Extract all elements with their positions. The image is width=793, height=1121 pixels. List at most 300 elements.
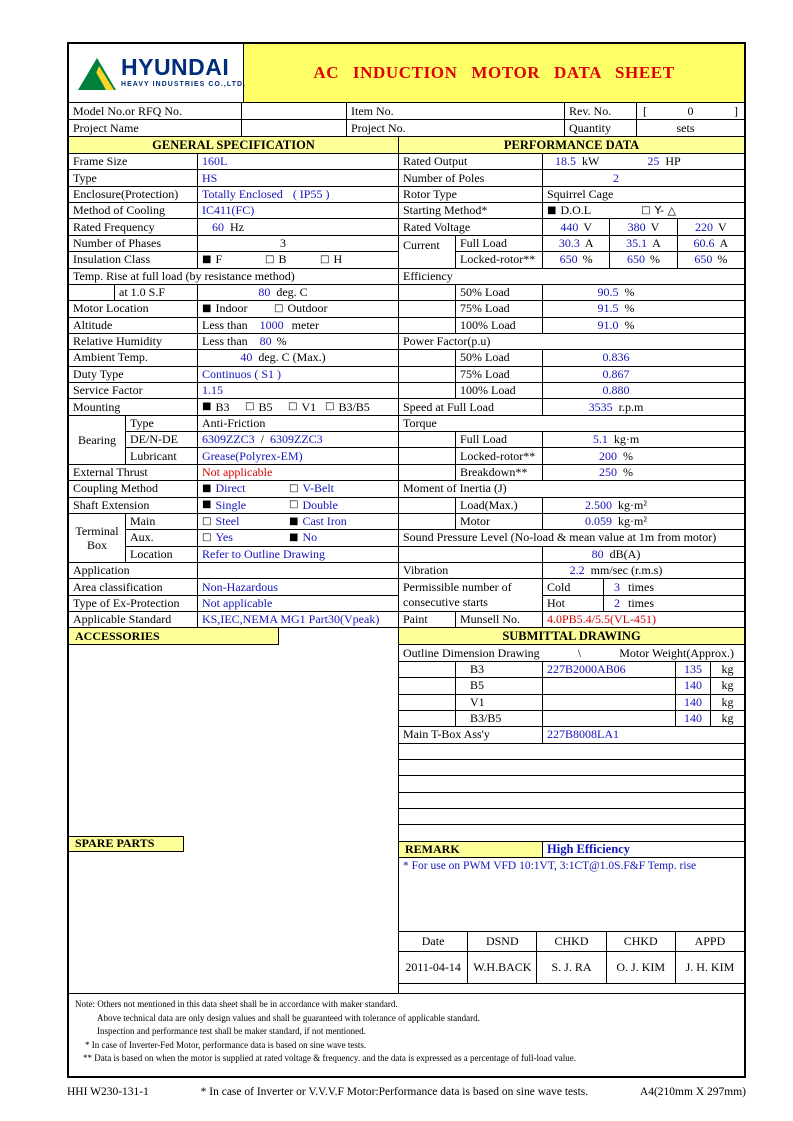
phases-row xyxy=(69,236,398,252)
drawing-b5-weight-unit: kg xyxy=(721,678,734,693)
motor-weight-label: Motor Weight(Approx.) xyxy=(619,645,734,660)
inertia-label: Moment of Inertia (J) xyxy=(403,481,507,496)
power-factor-indent xyxy=(399,367,456,382)
sound-pressure-label: Sound Pressure Level (No-load & mean value at 1m from motor) xyxy=(403,530,717,545)
approval-dsnd: W.H.BACK xyxy=(467,952,536,983)
power-factor-50-value: 0.836 xyxy=(602,350,630,365)
approval-appd: J. H. KIM xyxy=(675,952,744,983)
star-delta-label: Y- △ xyxy=(654,204,676,218)
type-row xyxy=(69,170,398,186)
ex-protection-label: Type of Ex-Protection xyxy=(69,596,198,611)
info-row-2 xyxy=(69,120,744,137)
bearing-de-separator: / xyxy=(260,432,265,447)
torque-locked-rotor-row xyxy=(399,448,744,464)
footnote-5: ** Data is based on when the motor is supplied at rated voltage & frequency. and the data is expressed as a percentage of full-load value. xyxy=(83,1053,576,1063)
type-value: HS xyxy=(202,170,218,185)
footnotes-section xyxy=(69,993,744,1076)
drawing-b3-label: B3 xyxy=(456,662,543,677)
drawing-v1-row xyxy=(399,695,744,711)
checkbox-checked-icon: ■ xyxy=(547,204,557,216)
remark-header: REMARK xyxy=(399,842,543,857)
approval-chkd2: O. J. KIM xyxy=(606,952,675,983)
coupling-vbelt-option xyxy=(289,481,334,496)
altitude-row xyxy=(69,318,398,334)
efficiency-100-row xyxy=(399,318,744,334)
locked-rotor-380-cell xyxy=(609,252,676,267)
speed-unit: r.p.m xyxy=(618,399,644,414)
torque-breakdown-unit: % xyxy=(623,465,633,479)
accessories-blank-area xyxy=(69,645,398,836)
efficiency-75-row xyxy=(399,301,744,317)
motor-data-sheet xyxy=(67,42,746,1078)
speed-label: Speed at Full Load xyxy=(399,399,543,414)
duty-type-row xyxy=(69,367,398,383)
checkbox-checked-icon: ■ xyxy=(202,499,212,511)
locked-rotor-440-unit: % xyxy=(582,252,593,267)
rev-no-value xyxy=(637,103,744,119)
general-specification-header: GENERAL SPECIFICATION xyxy=(69,137,398,154)
service-factor-label: Service Factor xyxy=(69,383,198,398)
remark-row xyxy=(399,842,744,858)
checkbox-unchecked-icon: □ xyxy=(641,204,651,216)
insulation-class-row xyxy=(69,252,398,268)
outdoor-option xyxy=(274,301,327,316)
power-factor-indent xyxy=(399,383,456,398)
current-label: Current xyxy=(399,236,456,268)
sheet-header xyxy=(69,44,744,103)
power-factor-100-value: 0.880 xyxy=(602,383,630,398)
main-tbox-value: 227B8008LA1 xyxy=(547,727,619,742)
efficiency-indent xyxy=(399,301,456,316)
checkbox-checked-icon: ■ xyxy=(202,401,212,413)
enclosure-ip: ( IP55 ) xyxy=(292,186,330,201)
munsell-value: 4.0PB5.4/5.5(VL-451) xyxy=(547,612,656,627)
mounting-b3b5-label: B3/B5 xyxy=(338,399,370,414)
consecutive-starts-label xyxy=(399,579,543,611)
voltage-440: 440 xyxy=(560,219,579,234)
power-factor-50-row xyxy=(399,350,744,366)
main-tbox-row xyxy=(399,727,744,743)
torque-breakdown-value xyxy=(543,465,744,480)
mounting-b5-option xyxy=(245,400,288,415)
ambient-temp-row xyxy=(69,350,398,366)
torque-full-load-number: 5.1 xyxy=(592,432,608,447)
current-440-unit: A xyxy=(584,235,594,250)
accessories-header: ACCESSORIES xyxy=(69,628,279,644)
coupling-method-label: Coupling Method xyxy=(69,481,198,496)
voltage-440-cell xyxy=(543,219,609,234)
ambient-temp-number: 40 xyxy=(240,350,253,365)
bearing-type-value: Anti-Friction xyxy=(202,415,266,430)
torque-breakdown-number: 250 xyxy=(599,465,617,479)
inertia-load-row xyxy=(399,498,744,514)
service-factor-value: 1.15 xyxy=(202,383,223,398)
locked-rotor-380: 650 xyxy=(626,252,645,267)
insulation-class-label: Insulation Class xyxy=(69,252,198,267)
coupling-options xyxy=(198,481,398,496)
hyundai-triangle-icon xyxy=(77,57,117,91)
hot-unit: times xyxy=(628,595,654,610)
pwm-note: * For use on PWM VFD 10:1VT, 3:1CT@1.0S.F&F Temp. rise xyxy=(403,860,697,873)
efficiency-label: Efficiency xyxy=(403,268,453,283)
indoor-label: Indoor xyxy=(215,301,248,316)
empty-row xyxy=(399,809,744,825)
humidity-value xyxy=(198,334,398,349)
rated-output-value xyxy=(543,154,744,169)
bearing-lubricant-label: Lubricant xyxy=(126,448,198,463)
application-value xyxy=(198,563,398,578)
locked-rotor-440-cell xyxy=(543,252,609,267)
rated-output-label: Rated Output xyxy=(399,154,543,169)
hot-label: Hot xyxy=(543,596,604,611)
main-tbox-label: Main T-Box Ass'y xyxy=(399,727,543,742)
drawing-b3b5-number xyxy=(543,711,676,726)
approval-value-row xyxy=(399,952,744,983)
approval-table xyxy=(399,931,744,984)
shaft-single-option xyxy=(202,498,289,513)
consecutive-starts-line2: consecutive starts xyxy=(403,595,488,610)
motor-location-label: Motor Location xyxy=(69,301,198,316)
efficiency-indent xyxy=(399,285,456,300)
voltage-440-unit: V xyxy=(583,219,592,234)
phases-value: 3 xyxy=(280,235,286,250)
poles-label: Number of Poles xyxy=(399,170,543,185)
vibration-value xyxy=(543,563,744,578)
terminal-aux-yes-option xyxy=(202,530,289,545)
power-factor-50-label: 50% Load xyxy=(456,350,543,365)
approval-header-row xyxy=(399,932,744,952)
hot-starts-row xyxy=(543,596,744,611)
spare-parts-blank-area xyxy=(69,852,398,993)
inertia-motor-value xyxy=(543,514,744,529)
terminal-box-label: Terminal Box xyxy=(69,514,126,562)
quantity-value: sets xyxy=(676,120,695,135)
sound-pressure-value-row xyxy=(399,547,744,563)
altitude-unit: meter xyxy=(291,317,319,332)
dol-option xyxy=(547,203,591,218)
empty-row xyxy=(399,825,744,841)
area-classification-row xyxy=(69,579,398,595)
power-factor-75-value: 0.867 xyxy=(602,366,630,381)
locked-rotor-220: 650 xyxy=(694,252,713,267)
empty-row xyxy=(399,776,744,792)
locked-rotor-220-unit: % xyxy=(717,252,728,267)
remark-value-cell xyxy=(543,842,744,857)
star-delta-option xyxy=(641,204,676,217)
external-thrust-row xyxy=(69,465,398,481)
paint-label: Paint xyxy=(399,612,456,627)
drawing-b3-number: 227B2000AB06 xyxy=(543,662,676,677)
torque-breakdown-label: Breakdown** xyxy=(456,465,543,480)
checkbox-unchecked-icon: □ xyxy=(320,253,330,265)
efficiency-50-value xyxy=(543,285,744,300)
outline-separator: \ xyxy=(577,645,582,660)
rated-output-row xyxy=(399,154,744,170)
shaft-double-option xyxy=(289,498,338,513)
insulation-h-label: H xyxy=(333,252,343,267)
terminal-aux-label: Aux. xyxy=(126,530,198,545)
vibration-number: 2.2 xyxy=(569,563,585,578)
drawing-b3b5-row xyxy=(399,711,744,727)
terminal-aux-row xyxy=(126,530,398,546)
general-specification-column xyxy=(69,137,399,993)
empty-row xyxy=(399,793,744,809)
mounting-v1-option xyxy=(288,400,325,415)
project-name-label: Project Name xyxy=(69,120,242,136)
rated-output-kw: 18.5 xyxy=(555,154,576,169)
rated-output-hp: 25 xyxy=(647,154,660,169)
applicable-standard-value: KS,IEC,NEMA MG1 Part30(Vpeak) xyxy=(202,612,380,627)
temp-rise-indent xyxy=(69,285,115,300)
rev-number: 0 xyxy=(687,103,694,118)
checkbox-unchecked-icon: □ xyxy=(288,401,298,413)
humidity-number: 80 xyxy=(259,334,272,349)
at-sf-value xyxy=(198,285,398,300)
checkbox-checked-icon: ■ xyxy=(289,531,299,543)
indoor-option xyxy=(202,301,274,316)
voltage-220-cell xyxy=(677,219,744,234)
current-220-unit: A xyxy=(719,235,729,250)
voltage-220-unit: V xyxy=(717,219,727,234)
torque-locked-rotor-value xyxy=(543,448,744,463)
torque-full-load-unit: kg·m xyxy=(613,432,640,447)
terminal-aux-options xyxy=(198,530,398,545)
bearing-de1: 6309ZZC3 xyxy=(202,432,255,447)
efficiency-100-label: 100% Load xyxy=(456,318,543,333)
current-380-unit: A xyxy=(652,235,661,250)
outline-drawing-cell xyxy=(399,645,744,660)
checkbox-unchecked-icon: □ xyxy=(202,531,212,543)
consecutive-starts-line1: Permissible number of xyxy=(403,580,512,595)
bearing-label: Bearing xyxy=(69,416,126,464)
power-factor-100-label: 100% Load xyxy=(456,383,543,398)
right-column-filler xyxy=(399,984,744,993)
application-row xyxy=(69,563,398,579)
torque-header-row xyxy=(399,416,744,432)
terminal-cast-iron-option xyxy=(289,514,347,529)
bearing-rows xyxy=(126,416,398,464)
rated-output-kw-unit: kW xyxy=(582,154,600,169)
document-number: HHI W230-131-1 xyxy=(67,1086,149,1098)
torque-locked-rotor-unit: % xyxy=(623,448,633,463)
munsell-label: Munsell No. xyxy=(456,612,543,627)
coupling-method-row xyxy=(69,481,398,497)
terminal-location-value: Refer to Outline Drawing xyxy=(202,546,325,561)
rated-voltage-row xyxy=(399,219,744,235)
at-sf-unit: deg. C xyxy=(276,285,308,300)
bearing-type-label: Type xyxy=(126,416,198,431)
mounting-label: Mounting xyxy=(69,399,198,414)
efficiency-50-label: 50% Load xyxy=(456,285,543,300)
sound-pressure-indent xyxy=(399,547,543,562)
frame-size-row xyxy=(69,154,398,170)
drawing-b3-row xyxy=(399,662,744,678)
cooling-row xyxy=(69,203,398,219)
poles-value: 2 xyxy=(613,170,619,185)
rev-no-label: Rev. No. xyxy=(565,103,637,119)
efficiency-50-row xyxy=(399,285,744,301)
pwm-note-row xyxy=(399,858,744,874)
duty-type-label: Duty Type xyxy=(69,367,198,382)
torque-label: Torque xyxy=(403,415,437,430)
terminal-main-label: Main xyxy=(126,514,198,529)
torque-full-load-row xyxy=(399,432,744,448)
torque-indent xyxy=(399,432,456,447)
phases-label: Number of Phases xyxy=(69,236,198,251)
speed-row xyxy=(399,399,744,415)
shaft-extension-label: Shaft Extension xyxy=(69,498,198,513)
area-classification-label: Area classification xyxy=(69,579,198,594)
torque-indent xyxy=(399,465,456,480)
inertia-load-value xyxy=(543,498,744,513)
locked-rotor-380-unit: % xyxy=(649,252,660,267)
voltage-220: 220 xyxy=(694,219,713,234)
submittal-drawing-header: SUBMITTAL DRAWING xyxy=(399,628,744,645)
frequency-label: Rated Frequency xyxy=(69,219,198,234)
project-no-label: Project No. xyxy=(347,120,565,136)
outline-drawing-label: Outline Dimension Drawing xyxy=(403,645,540,660)
terminal-aux-no-option xyxy=(289,530,317,545)
coupling-vbelt-label: V-Belt xyxy=(302,481,335,496)
cooling-label: Method of Cooling xyxy=(69,203,198,218)
consecutive-starts-rows xyxy=(543,579,744,611)
dol-label: D.O.L xyxy=(560,203,592,218)
empty-row xyxy=(399,744,744,760)
torque-locked-rotor-label: Locked-rotor** xyxy=(456,448,543,463)
vibration-unit: mm/sec (r.m.s) xyxy=(590,563,663,578)
altitude-value xyxy=(198,318,398,333)
humidity-prefix: Less than xyxy=(202,334,248,349)
efficiency-indent xyxy=(399,318,456,333)
power-factor-75-row xyxy=(399,367,744,383)
terminal-box-rows xyxy=(126,514,398,562)
current-220-cell xyxy=(677,236,744,251)
bearing-type-row xyxy=(126,416,398,432)
terminal-aux-no-label: No xyxy=(302,530,318,545)
frequency-value xyxy=(198,219,398,234)
efficiency-75-unit: % xyxy=(624,301,635,316)
external-thrust-label: External Thrust xyxy=(69,465,198,480)
spare-parts-header: SPARE PARTS xyxy=(69,836,184,852)
performance-data-header: PERFORMANCE DATA xyxy=(399,137,744,154)
efficiency-50-unit: % xyxy=(624,285,635,300)
voltage-380-unit: V xyxy=(650,219,660,234)
torque-full-load-value xyxy=(543,432,744,447)
bearing-de-row xyxy=(126,432,398,448)
mounting-row xyxy=(69,399,398,415)
remark-highlight: High Efficiency xyxy=(547,841,630,856)
voltage-380: 380 xyxy=(627,219,646,234)
inertia-motor-row xyxy=(399,514,744,530)
model-no-label: Model No.or RFQ No. xyxy=(69,103,242,119)
drawing-b5-label: B5 xyxy=(456,678,543,693)
ambient-temp-label: Ambient Temp. xyxy=(69,350,198,365)
paint-row xyxy=(399,612,744,628)
at-sf-number: 80 xyxy=(258,285,271,300)
hot-number: 2 xyxy=(614,595,620,610)
at-sf-label: at 1.0 S.F xyxy=(115,285,198,300)
project-name-value xyxy=(242,120,347,136)
drawing-v1-weight-unit: kg xyxy=(721,694,734,709)
hyundai-logo-text xyxy=(121,56,246,88)
current-380: 35.1 xyxy=(626,235,648,250)
shaft-extension-row xyxy=(69,498,398,514)
terminal-box-group xyxy=(69,514,398,563)
insulation-b-label: B xyxy=(278,252,287,267)
efficiency-100-unit: % xyxy=(624,317,635,332)
shaft-double-label: Double xyxy=(302,497,338,512)
bottom-caption xyxy=(67,1086,746,1098)
duty-type-value: Continuos ( S1 ) xyxy=(202,366,282,381)
torque-locked-rotor-number: 200 xyxy=(599,448,617,463)
power-factor-indent xyxy=(399,350,456,365)
drawing-b3b5-label: B3/B5 xyxy=(456,711,543,726)
starting-method-options xyxy=(543,203,744,218)
hot-value xyxy=(604,596,744,611)
applicable-standard-label: Applicable Standard xyxy=(69,612,198,627)
area-classification-value: Non-Hazardous xyxy=(202,579,278,594)
current-440: 30.3 xyxy=(558,235,580,250)
enclosure-text: Totally Enclosed xyxy=(202,186,283,201)
drawing-b5-number xyxy=(543,678,676,693)
checkbox-unchecked-icon: □ xyxy=(202,515,212,527)
altitude-number: 1000 xyxy=(259,317,284,332)
humidity-unit: % xyxy=(276,334,287,349)
vibration-label: Vibration xyxy=(399,563,543,578)
cold-label: Cold xyxy=(543,579,604,594)
torque-full-load-label: Full Load xyxy=(456,432,543,447)
approval-date: 2011-04-14 xyxy=(405,960,461,975)
paper-size: A4(210mm X 297mm) xyxy=(639,1086,746,1098)
inertia-motor-number: 0.059 xyxy=(585,514,613,529)
item-no-label: Item No. xyxy=(347,103,565,119)
frequency-row xyxy=(69,219,398,235)
locked-rotor-440: 650 xyxy=(559,252,578,267)
cold-unit: times xyxy=(628,579,654,594)
insulation-b-option xyxy=(265,252,320,267)
drawing-b5-row xyxy=(399,678,744,694)
locked-rotor-220-cell xyxy=(677,252,744,267)
drawing-v1-weight: 140 xyxy=(676,695,711,710)
bearing-group xyxy=(69,416,398,465)
drawing-indent xyxy=(399,711,456,726)
cold-value xyxy=(604,579,744,594)
rotor-type-row xyxy=(399,187,744,203)
rated-output-hp-unit: HP xyxy=(665,154,681,169)
checkbox-checked-icon: ■ xyxy=(289,515,299,527)
inverter-note: * In case of Inverter or V.V.V.F Motor:Performance data is based on sine wave tests. xyxy=(200,1086,589,1098)
drawing-indent xyxy=(399,695,456,710)
sound-pressure-number: 80 xyxy=(591,546,604,561)
rotor-type-value: Squirrel Cage xyxy=(547,186,614,201)
checkbox-unchecked-icon: □ xyxy=(289,499,299,511)
quantity-label: Quantity xyxy=(565,120,637,136)
checkbox-unchecked-icon: □ xyxy=(274,302,284,314)
main-columns xyxy=(69,137,744,993)
checkbox-unchecked-icon: □ xyxy=(265,253,275,265)
title-banner xyxy=(244,44,744,102)
torque-breakdown-row xyxy=(399,465,744,481)
current-group xyxy=(399,236,744,269)
enclosure-label: Enclosure(Protection) xyxy=(69,187,198,202)
rotor-type-label: Rotor Type xyxy=(399,187,543,202)
efficiency-50-number: 90.5 xyxy=(597,285,619,300)
efficiency-100-number: 91.0 xyxy=(597,317,619,332)
rev-close-bracket: ] xyxy=(734,103,738,118)
checkbox-checked-icon: ■ xyxy=(202,253,212,265)
mounting-v1-label: V1 xyxy=(301,399,317,414)
speed-number: 3535 xyxy=(588,399,613,414)
